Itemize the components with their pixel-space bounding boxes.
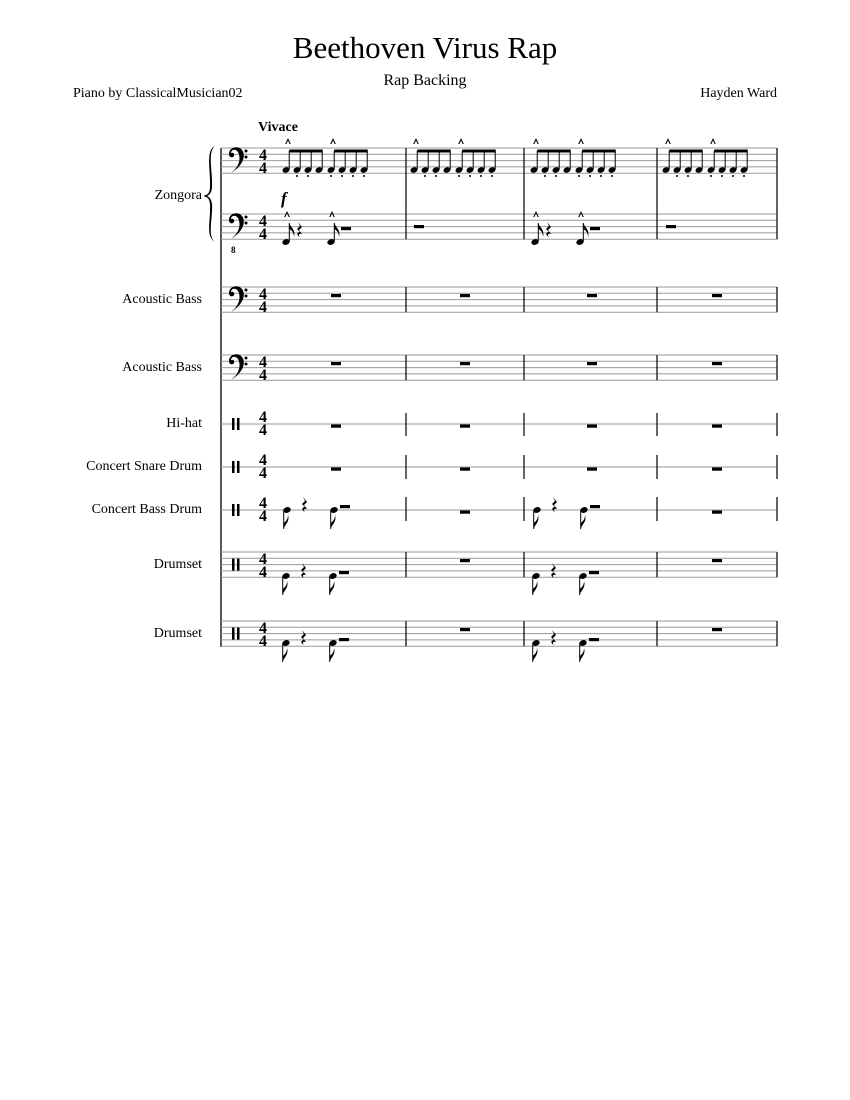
whole-rest-icon bbox=[587, 468, 597, 471]
whole-rest-icon bbox=[587, 294, 597, 297]
time-signature bbox=[259, 354, 267, 384]
score-system: 4 4 8 f bbox=[0, 0, 850, 1100]
whole-rest-icon bbox=[712, 468, 722, 471]
whole-rest-icon bbox=[712, 559, 722, 562]
whole-rest-icon bbox=[666, 225, 676, 228]
piano-brace-icon bbox=[204, 146, 215, 242]
whole-rest-icon bbox=[331, 362, 341, 365]
staff-zongora-lower bbox=[221, 214, 777, 239]
whole-rest-icon bbox=[587, 362, 597, 365]
whole-rest-icon bbox=[712, 628, 722, 631]
time-signature bbox=[259, 213, 267, 243]
instrument-label-zongora: Zongora bbox=[154, 188, 202, 203]
piano-lower-measure-3 bbox=[530, 211, 600, 246]
time-signature bbox=[259, 551, 267, 581]
whole-rest-icon bbox=[460, 362, 470, 365]
piano-lower-measure-1 bbox=[281, 211, 351, 246]
time-signature bbox=[259, 495, 267, 525]
piano-upper-measure-2 bbox=[410, 138, 497, 177]
time-signature bbox=[259, 286, 267, 316]
whole-rest-icon bbox=[460, 425, 470, 428]
whole-rest-icon bbox=[460, 559, 470, 562]
bass-drum-measure-3 bbox=[532, 497, 600, 529]
whole-rest-icon bbox=[712, 294, 722, 297]
whole-rest-icon bbox=[331, 425, 341, 428]
time-signature bbox=[259, 620, 267, 650]
octave-marking: 8 bbox=[231, 245, 236, 255]
time-signature bbox=[259, 147, 267, 177]
whole-rest-icon bbox=[331, 468, 341, 471]
drumset-1-measure-3 bbox=[531, 563, 599, 595]
bass-drum-measure-1 bbox=[282, 497, 350, 529]
instrument-label-drumset-2: Drumset bbox=[153, 626, 202, 641]
whole-rest-icon bbox=[460, 294, 470, 297]
instrument-label-bass-drum: Concert Bass Drum bbox=[91, 502, 202, 517]
piano-upper-measure-3 bbox=[530, 138, 617, 177]
time-signature bbox=[259, 409, 267, 439]
whole-rest-icon bbox=[712, 425, 722, 428]
piano-upper-measure-1 bbox=[282, 138, 369, 177]
whole-rest-icon bbox=[460, 468, 470, 471]
instrument-label-acoustic-bass-1: Acoustic Bass bbox=[122, 292, 202, 307]
instrument-label-drumset-1: Drumset bbox=[153, 557, 202, 572]
whole-rest-icon bbox=[460, 628, 470, 631]
score-title: Beethoven Virus Rap bbox=[292, 30, 558, 65]
whole-rest-icon bbox=[331, 294, 341, 297]
whole-rest-icon bbox=[712, 511, 722, 514]
tempo-marking: Vivace bbox=[258, 120, 298, 135]
instrument-label-hi-hat: Hi-hat bbox=[166, 416, 202, 431]
whole-rest-icon bbox=[414, 225, 424, 228]
instrument-label-acoustic-bass-2: Acoustic Bass bbox=[122, 360, 202, 375]
staff-acoustic-bass-2 bbox=[221, 355, 777, 380]
time-signature bbox=[259, 452, 267, 482]
dynamic-marking: f bbox=[281, 189, 287, 208]
piano-upper-measure-4 bbox=[662, 138, 749, 177]
staff-acoustic-bass-1 bbox=[221, 287, 777, 312]
composer-credit: Hayden Ward bbox=[700, 86, 777, 101]
whole-rest-icon bbox=[712, 362, 722, 365]
instrument-label-snare-drum: Concert Snare Drum bbox=[86, 459, 202, 474]
whole-rest-icon bbox=[460, 511, 470, 514]
whole-rest-icon bbox=[587, 425, 597, 428]
drumset-1-measure-1 bbox=[281, 563, 349, 595]
arranger-credit: Piano by ClassicalMusician02 bbox=[73, 86, 243, 101]
score-subtitle: Rap Backing bbox=[383, 72, 467, 89]
